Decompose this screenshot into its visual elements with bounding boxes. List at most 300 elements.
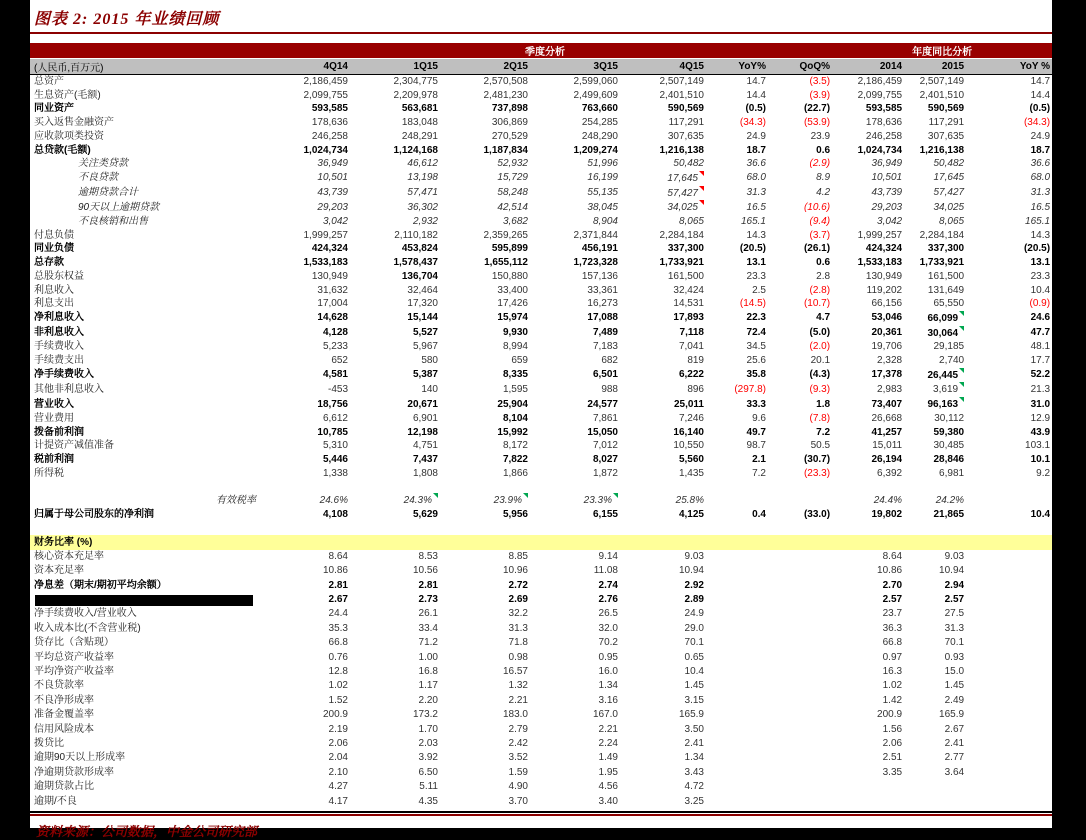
group-header-annual: 年度同比分析 [832, 43, 1052, 59]
cell: 6,222 [678, 369, 704, 381]
cell: 29.0 [684, 622, 704, 634]
cell: 3.92 [418, 752, 438, 764]
cell: (53.9) [803, 117, 831, 129]
cell [904, 780, 966, 794]
cell: 8,065 [678, 216, 704, 228]
cell: 2.5 [752, 284, 766, 296]
cell: 1,733,921 [919, 257, 965, 269]
cell: 9.03 [944, 550, 965, 562]
cell: 7,118 [679, 327, 704, 339]
cell [706, 651, 768, 665]
cell: 2.92 [684, 579, 704, 591]
row-label: 手续费支出 [34, 355, 84, 367]
cell: 10.4 [684, 666, 704, 678]
cell: 66.8 [328, 637, 348, 649]
cell [768, 737, 832, 751]
cell: 1.45 [684, 680, 704, 692]
cell: 31.3 [1030, 187, 1051, 199]
ratio-row [30, 636, 1052, 650]
cell: 1,872 [592, 467, 618, 479]
cell: 13,198 [407, 172, 438, 184]
cell: 161,500 [927, 270, 965, 282]
cell: 29,185 [933, 341, 965, 353]
cell: 57,427 [933, 187, 965, 199]
row-label: 平均净资产收益率 [34, 666, 114, 678]
cell: (3.9) [809, 89, 831, 101]
cell: 14,628 [317, 312, 348, 324]
cell: 2,740 [939, 355, 965, 367]
ratio-row [30, 766, 1052, 780]
cell: 270,529 [491, 130, 528, 142]
cell: 48.1 [1030, 341, 1051, 353]
cell: 15,050 [587, 426, 618, 438]
cell: 52.2 [1030, 369, 1051, 381]
cell: 10.96 [502, 565, 528, 577]
cell: 26,445 [904, 368, 966, 383]
cell: 8,172 [502, 440, 528, 452]
cell: 3.40 [598, 795, 618, 807]
comment-marker-green [613, 493, 618, 498]
cell: 31.3 [746, 187, 766, 199]
comment-marker-green [523, 493, 528, 498]
cell: 8,994 [502, 341, 528, 353]
cell: 31.3 [508, 622, 528, 634]
cell: 254,285 [581, 117, 618, 129]
redacted-label [35, 595, 253, 606]
cell: 34,025 [933, 201, 965, 213]
cell: 5,310 [322, 440, 348, 452]
cell: 1,999,257 [857, 229, 903, 241]
cell: 16,140 [673, 426, 704, 438]
cell [966, 795, 1052, 809]
group-header-quarterly: 季度分析 [258, 43, 832, 59]
cell: 4,751 [412, 440, 438, 452]
cell: 2.03 [418, 738, 438, 750]
cell: 30,064 [904, 326, 966, 341]
cell: 2.41 [944, 738, 965, 750]
table-row [30, 340, 1052, 354]
cell: 53,046 [871, 312, 903, 324]
cell [966, 651, 1052, 665]
cell: 3,042 [877, 216, 903, 228]
comment-marker-green [959, 326, 964, 331]
cell: 0.6 [816, 257, 831, 269]
cell: 1,124,168 [393, 144, 438, 156]
cell: 1,655,112 [484, 257, 528, 269]
cell: (26.1) [803, 243, 831, 255]
cell: 0.4 [752, 509, 766, 521]
cell: 246,258 [311, 130, 348, 142]
cell [706, 723, 768, 737]
cell: 17,426 [497, 298, 528, 310]
cell [966, 665, 1052, 679]
ratio-section-title: 财务比率 (%) [30, 535, 1052, 550]
cell [706, 665, 768, 679]
cell [966, 579, 1052, 593]
cell: 2.42 [508, 738, 528, 750]
row-label: 平均总资产收益率 [34, 651, 114, 663]
cell: 1.02 [882, 680, 903, 692]
table-row [30, 368, 1052, 383]
cell [966, 708, 1052, 722]
cell: 96,163 [904, 397, 966, 412]
row-label: 90天以上逾期贷款 [78, 201, 160, 213]
cell: 26.5 [598, 608, 618, 620]
table-row [30, 242, 1052, 256]
cell: 3.16 [598, 694, 618, 706]
cell: 2.57 [944, 594, 965, 606]
cell: 32,464 [407, 284, 438, 296]
cell: 2,099,755 [857, 89, 903, 101]
cell: 8,065 [939, 216, 965, 228]
cell: 1,209,274 [573, 144, 618, 156]
cell: 2,371,844 [573, 229, 618, 241]
cell: 200.9 [322, 709, 348, 721]
row-label: 总贷款(毛额) [34, 144, 91, 156]
cell: 1,808 [412, 467, 438, 479]
cell: 167.0 [592, 709, 618, 721]
cell: 35.8 [746, 369, 766, 381]
cell: 23.9 [810, 130, 831, 142]
cell: 1,216,138 [659, 144, 704, 156]
cell: 1,733,921 [659, 257, 704, 269]
cell: 593,585 [865, 103, 903, 115]
cell: 157,136 [581, 270, 618, 282]
cell: 2,983 [877, 383, 903, 395]
cell: (0.9) [1029, 298, 1051, 310]
cell: 23.3% [530, 493, 620, 508]
cell [706, 766, 768, 780]
cell [768, 493, 832, 508]
ratio-row [30, 751, 1052, 765]
cell: 3.52 [508, 752, 528, 764]
cell: 34.5 [746, 341, 766, 353]
cell [966, 679, 1052, 693]
row-label: 不良核销和出售 [78, 216, 148, 228]
cell: 41,257 [871, 426, 903, 438]
cell: (14.5) [739, 298, 766, 310]
cell: 165.1 [740, 216, 766, 228]
cell [768, 679, 832, 693]
cell: 33.4 [418, 622, 438, 634]
cell: 337,300 [927, 243, 965, 255]
cell: 3.43 [684, 766, 704, 778]
cell: (10.7) [803, 298, 831, 310]
cell: 103.1 [1025, 440, 1051, 452]
table-row [30, 354, 1052, 368]
cell: 7,437 [412, 453, 438, 465]
footer-rule-black [30, 811, 1052, 813]
cell: 2,110,182 [394, 229, 438, 241]
cell: 19,802 [871, 509, 903, 521]
cell: 246,258 [865, 130, 903, 142]
cell: 16.57 [502, 666, 528, 678]
table-row [30, 412, 1052, 426]
cell [966, 550, 1052, 564]
row-label: 逾期贷款合计 [78, 187, 138, 199]
cell: 15,729 [497, 172, 528, 184]
table-row [30, 439, 1052, 453]
cell: 57,471 [407, 187, 438, 199]
report-content [30, 0, 1052, 840]
cell [966, 564, 1052, 578]
cell [768, 723, 832, 737]
cell: 0.76 [328, 651, 348, 663]
cell: 5,967 [412, 341, 438, 353]
cell: 24,577 [587, 398, 618, 410]
cell [706, 564, 768, 578]
cell: 16.0 [598, 666, 618, 678]
column-header: 2015 [904, 59, 966, 75]
cell: 6,981 [939, 467, 965, 479]
cell: 10.56 [412, 565, 438, 577]
cell: 6,392 [877, 467, 903, 479]
row-label: 同业资产 [34, 103, 74, 115]
cell [768, 780, 832, 794]
row-label: 拨备前利润 [34, 426, 84, 438]
comment-marker-green [959, 311, 964, 316]
cell: 36.6 [746, 158, 766, 170]
cell: 2.74 [598, 579, 618, 591]
cell: 36,949 [871, 158, 903, 170]
cell: 0.6 [816, 144, 831, 156]
cell: 4.56 [598, 781, 618, 793]
cell [966, 593, 1052, 607]
table-row [30, 157, 1052, 171]
cell [768, 636, 832, 650]
cell: 6,612 [322, 412, 348, 424]
cell: 21.3 [1030, 383, 1051, 395]
cell: 17.7 [1030, 355, 1051, 367]
cell: (33.0) [803, 509, 831, 521]
row-label: 买入返售金融资产 [34, 117, 114, 129]
cell: 10.86 [877, 565, 903, 577]
cell: 24.2% [935, 494, 965, 506]
cell [966, 780, 1052, 794]
cell: 1,024,734 [857, 144, 903, 156]
cell: 140 [421, 383, 438, 395]
cell: 49.7 [746, 426, 766, 438]
cell: 5,233 [322, 341, 348, 353]
cell: 30,112 [934, 412, 965, 424]
row-label: 净息差（期末/期初平均余额） [34, 579, 167, 591]
cell: 36.6 [1030, 158, 1051, 170]
ratio-section-header [30, 535, 1052, 550]
cell: 43.9 [1030, 426, 1051, 438]
cell: 22.3 [746, 312, 766, 324]
cell: 8.53 [418, 550, 438, 562]
cell: 20.1 [810, 355, 831, 367]
cell [706, 636, 768, 650]
cell [706, 550, 768, 564]
cell: 25,011 [673, 398, 704, 410]
cell: 1,024,734 [303, 144, 348, 156]
ratio-row [30, 665, 1052, 679]
cell: 1,216,138 [919, 144, 965, 156]
cell: 66.8 [882, 637, 903, 649]
row-label: 逾期贷款占比 [34, 781, 94, 793]
chart-title: 图表 2: 2015 年业绩回顾 [34, 11, 220, 28]
cell: 2.20 [418, 694, 438, 706]
cell: 2.81 [418, 579, 438, 591]
cell: 14,531 [673, 298, 704, 310]
cell: 16,199 [587, 172, 618, 184]
cell [706, 579, 768, 593]
ratio-row [30, 550, 1052, 564]
cell: 43,739 [871, 187, 903, 199]
table-row [30, 130, 1052, 144]
cell: 5,956 [502, 509, 528, 521]
cell: 7,246 [678, 412, 704, 424]
cell [706, 622, 768, 636]
cell: 43,739 [317, 187, 348, 199]
cell: 66,099 [904, 311, 966, 326]
ratio-row [30, 593, 1052, 607]
cell: 46,612 [407, 158, 438, 170]
column-header: 1Q15 [350, 59, 440, 75]
cell: 8.9 [816, 172, 831, 184]
cell: 2,481,230 [483, 89, 528, 101]
cell: 31.3 [944, 622, 965, 634]
cell: 15.0 [944, 666, 965, 678]
cell: 98.7 [746, 440, 766, 452]
cell [706, 795, 768, 809]
cell: 71.8 [508, 637, 528, 649]
cell: 25.8% [675, 494, 704, 506]
cell: 1.59 [508, 766, 528, 778]
table-row [30, 270, 1052, 284]
table-row [30, 200, 1052, 215]
cell: 26,194 [871, 453, 903, 465]
cell: (2.0) [809, 341, 831, 353]
title-rule [30, 32, 1052, 34]
cell: 1.02 [328, 680, 348, 692]
cell: 2,186,459 [857, 76, 903, 87]
cell: 130,949 [865, 270, 903, 282]
cell: 14.4 [746, 89, 766, 101]
row-label: 不良贷款 [78, 172, 118, 184]
cell: 15,974 [497, 312, 528, 324]
cell: 595,899 [491, 243, 528, 255]
cell: 8,027 [592, 453, 618, 465]
cell: 1.00 [418, 651, 438, 663]
cell: 1.52 [328, 694, 348, 706]
row-label: 贷存比（含贴现） [34, 637, 114, 649]
cell: 4,125 [678, 509, 704, 521]
row-label [30, 593, 258, 607]
comment-marker-green [959, 382, 964, 387]
table-row [30, 397, 1052, 412]
cell: 2,304,775 [393, 76, 438, 87]
cell: 25,904 [497, 398, 528, 410]
cell: 819 [687, 355, 704, 367]
cell: 5.11 [419, 781, 438, 793]
cell: 70.1 [684, 637, 704, 649]
cell: 10,550 [673, 440, 704, 452]
cell: 10.94 [678, 565, 704, 577]
cell: 2,507,149 [919, 76, 965, 87]
cell: 10.4 [1030, 509, 1051, 521]
cell: 31.0 [1030, 398, 1051, 410]
table-row [30, 102, 1052, 116]
cell: 0.97 [882, 651, 903, 663]
cell [966, 607, 1052, 621]
cell: (30.7) [803, 453, 831, 465]
row-label: 生息资产(毛额) [34, 89, 101, 101]
unit-label: (人民币,百万元) [30, 59, 258, 75]
cell: 2,599,060 [573, 76, 618, 87]
cell: 24.4% [873, 494, 903, 506]
cell: 14.7 [746, 76, 766, 87]
cell: 10.4 [1030, 284, 1051, 296]
cell [768, 694, 832, 708]
cell: 2,507,149 [659, 76, 704, 87]
cell: 2.81 [328, 579, 348, 591]
cell: 55,135 [587, 187, 618, 199]
cell: 73,407 [871, 398, 903, 410]
cell: 1,338 [322, 467, 348, 479]
cell: 2,209,978 [393, 89, 438, 101]
cell: 17,320 [407, 298, 438, 310]
source-note: 资料来源：公司数据，中金公司研究部 [36, 824, 258, 840]
row-label: 总资产 [34, 76, 64, 87]
cell: 5,527 [412, 327, 438, 339]
cell [706, 593, 768, 607]
cell: 50,482 [933, 158, 965, 170]
table-row [30, 382, 1052, 397]
cell [768, 651, 832, 665]
cell: 2.1 [752, 453, 766, 465]
cell: 29,203 [871, 201, 903, 213]
cell: 1,533,183 [857, 257, 903, 269]
column-header: 2014 [832, 59, 904, 75]
cell [832, 795, 904, 809]
group-header-spacer [30, 43, 258, 59]
cell: 50,482 [673, 158, 704, 170]
cell: 24.3% [350, 493, 440, 508]
cell [768, 579, 832, 593]
cell: 16.3 [882, 666, 903, 678]
cell: 307,635 [927, 130, 965, 142]
cell: 19,706 [871, 341, 903, 353]
cell [904, 795, 966, 809]
cell: 6.50 [418, 766, 438, 778]
cell: 24.6 [1030, 312, 1051, 324]
spacer-row [30, 522, 1052, 535]
footer-rule-red [30, 814, 1052, 816]
cell: 165.9 [678, 709, 704, 721]
financial-table [30, 43, 1052, 809]
cell: 200.9 [877, 709, 903, 721]
table-row [30, 426, 1052, 440]
row-label: 计提资产减值准备 [34, 440, 114, 452]
cell: 2,359,265 [483, 229, 528, 241]
cell: 4,108 [322, 509, 348, 521]
cell: 178,636 [865, 117, 903, 129]
cell: 16,273 [587, 298, 618, 310]
cell [706, 493, 768, 508]
cell: 10.94 [939, 565, 965, 577]
cell: 34,025 [620, 200, 706, 215]
cell: 7.2 [816, 426, 831, 438]
row-label: 其他非利息收入 [34, 383, 104, 395]
cell: 68.0 [1030, 172, 1051, 184]
cell: (34.3) [739, 117, 766, 129]
cell: 4.72 [684, 781, 704, 793]
table-row [30, 171, 1052, 186]
cell: 15,992 [497, 426, 528, 438]
cell: 2.19 [328, 723, 348, 735]
